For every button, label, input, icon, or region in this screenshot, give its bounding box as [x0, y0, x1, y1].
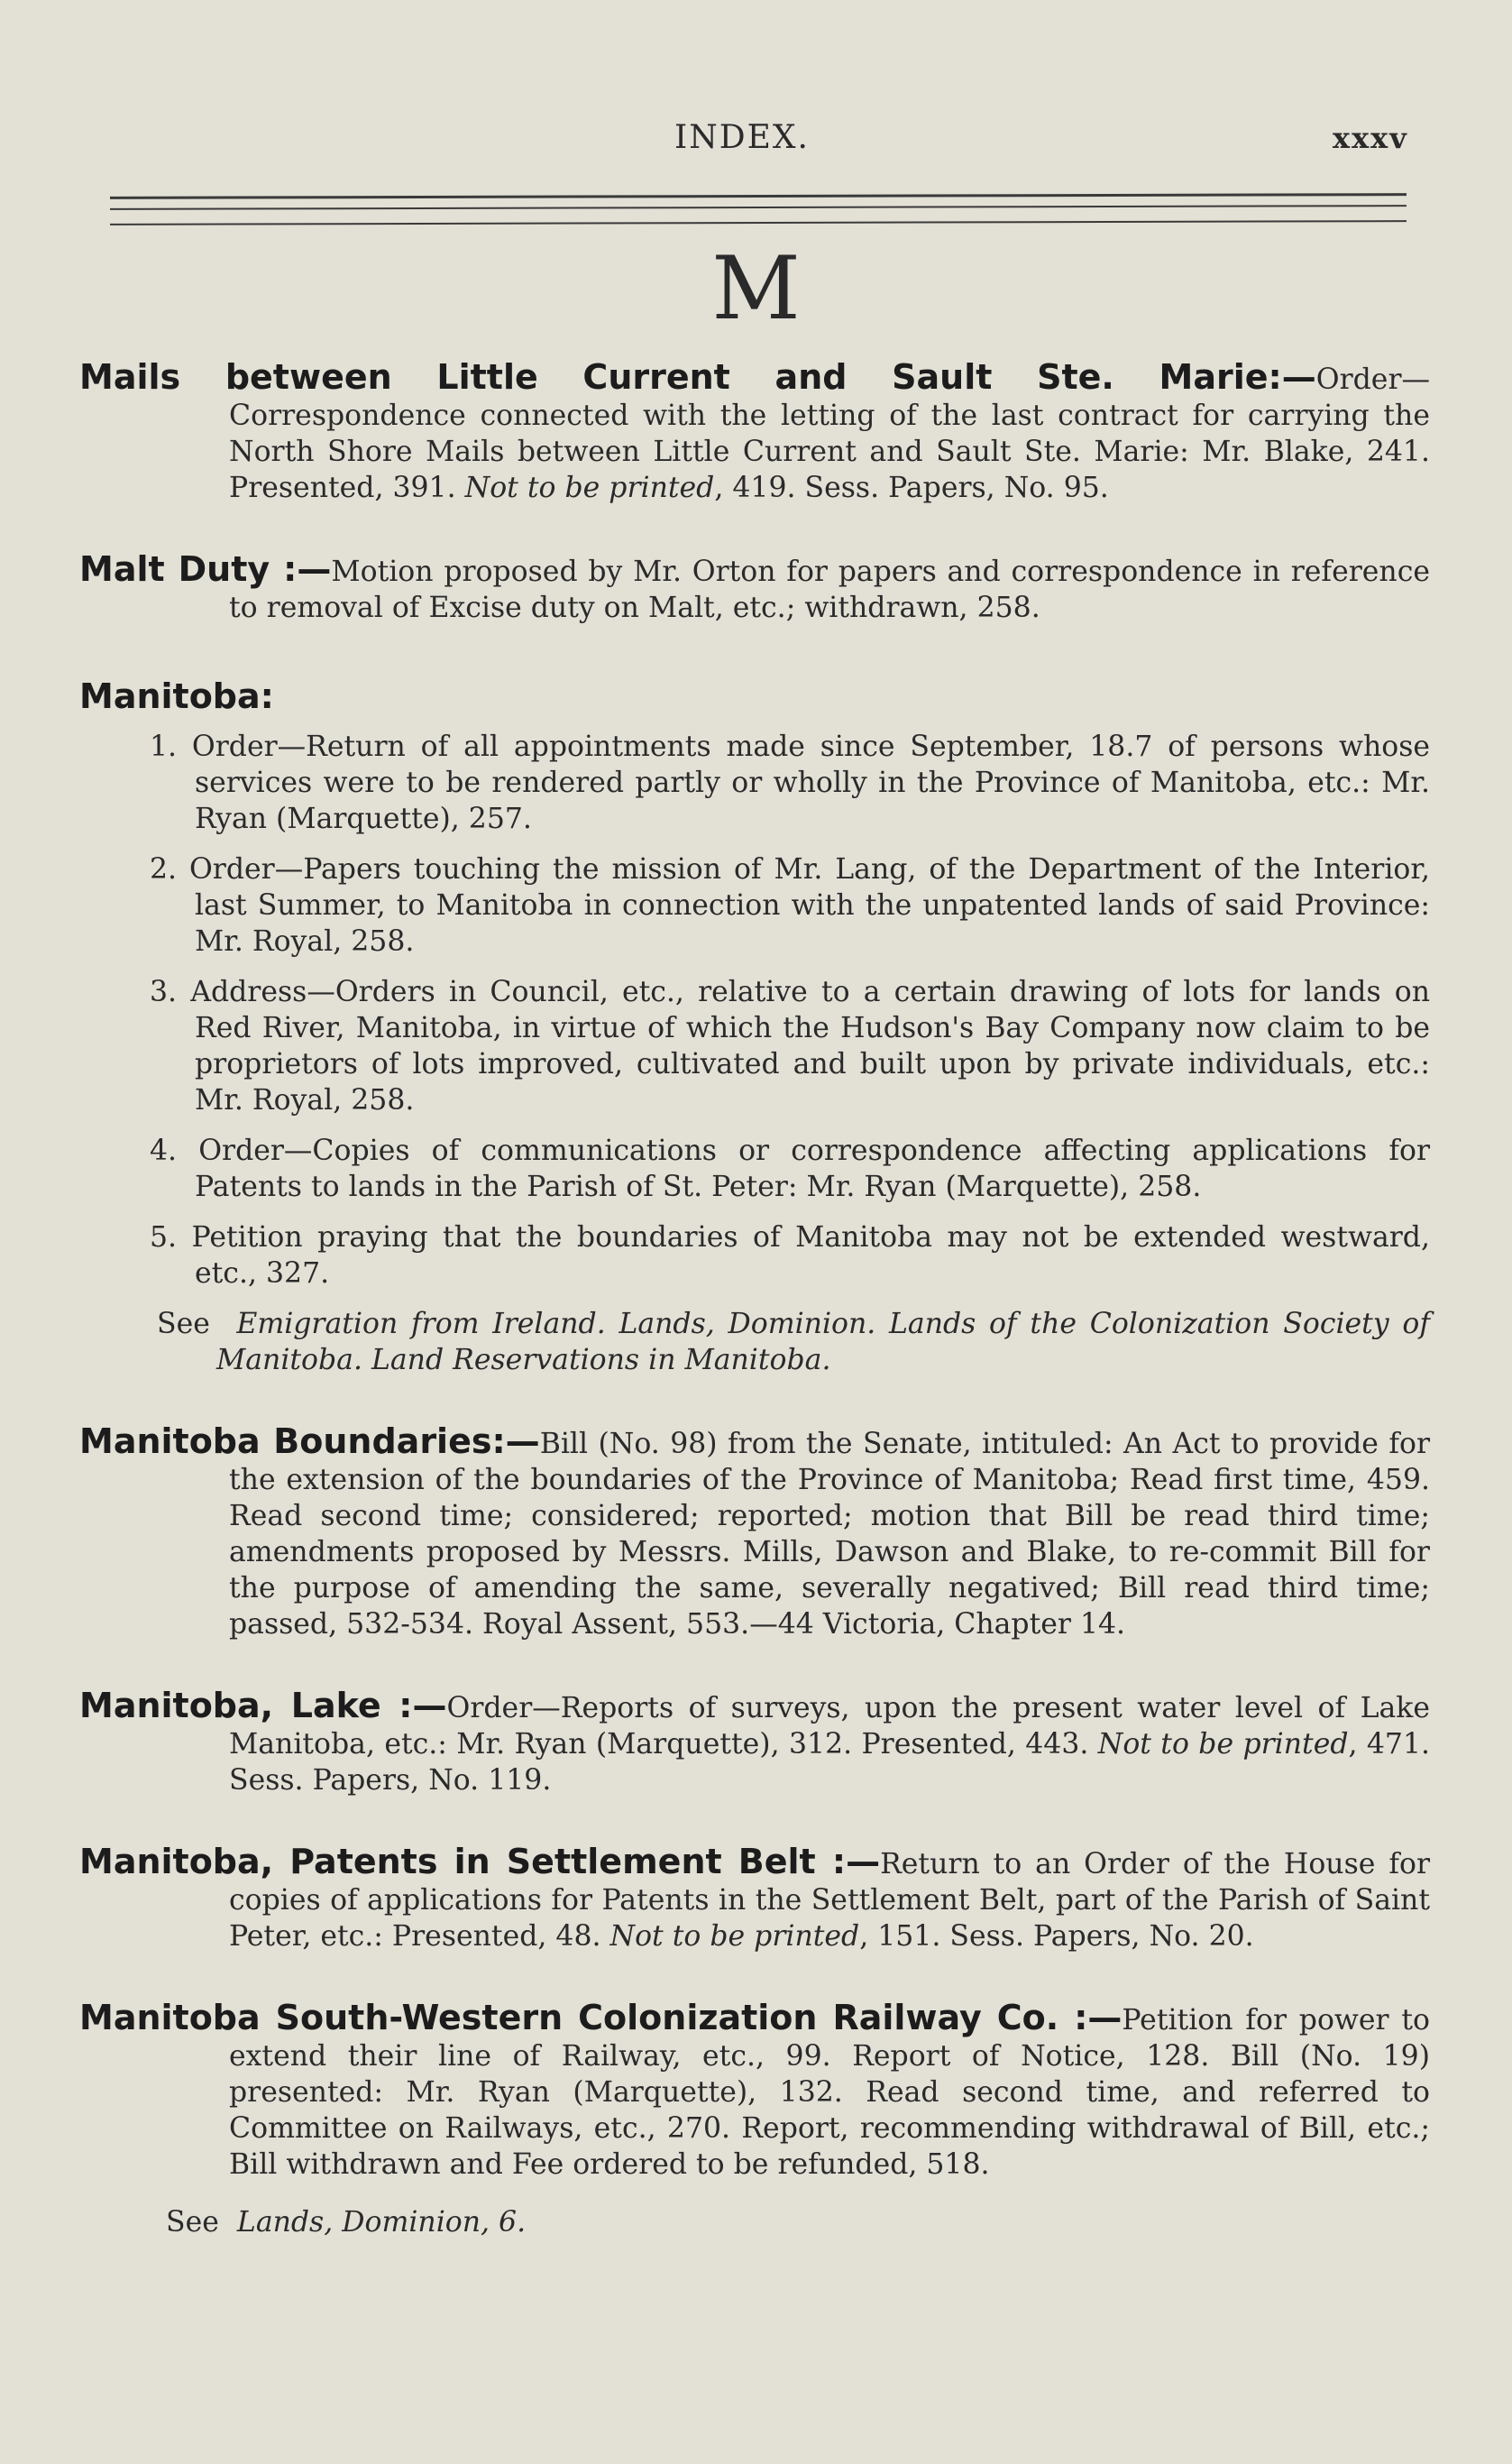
see-label: See	[166, 2206, 219, 2239]
item-number: 4.	[150, 1135, 178, 1167]
see-label: See	[157, 1308, 210, 1340]
entry-text: Order—Correspondence connected with the letting of the last contract for carrying the North Shore Mails between Little Current and Sault Ste. Marie: Mr. Blake, 241. Presented, 391.	[229, 363, 1430, 504]
index-entries	[79, 359, 1430, 2240]
index-entry-manitoba-lake	[79, 1687, 1430, 1798]
index-entry-malt-duty	[79, 551, 1430, 626]
entry-text: Order—Reports of surveys, upon the present water level of Lake Manitoba, etc.: Mr. Ryan (Marquette), 312. Presented, 443.	[229, 1692, 1430, 1761]
index-entry-mails	[79, 359, 1430, 506]
entry-text: Petition for power to extend their line of Railway, etc., 99. Report of Notice, 128. Bill (No. 19) presented: Mr. Ryan (Marquette), 132. Read second time, and referred to Committee on Railways, etc., 270. Report, recommending withdrawal of Bill, etc.; Bill withdrawn and Fee ordered to be refunded, 518.	[229, 2004, 1430, 2181]
entry-heading: Malt Duty	[79, 549, 270, 589]
index-entry-manitoba-patents	[79, 1843, 1430, 1954]
entry-items	[150, 729, 1430, 1292]
entry-separator: :—	[270, 549, 332, 589]
item-number: 2.	[150, 853, 178, 886]
item-text: Address—Orders in Council, etc., relative to a certain drawing of lots for lands on Red River, Manitoba, in virtue of which the Hudson's Bay Company now claim to be proprietors of lots improved, cultivated and built upon by private individuals, etc.: Mr. Royal, 258.	[190, 976, 1430, 1117]
entry-heading: Manitoba, Lake	[79, 1686, 381, 1725]
entry-italic: Not to be printed	[464, 472, 715, 504]
see-references: Emigration from Ireland. Lands, Dominion. Lands of the Colonization Society of Manitoba. Land Reservations in Manitoba.	[216, 1308, 1430, 1376]
entry-italic: Not to be printed	[609, 1920, 860, 1953]
entry-separator: :—	[815, 1842, 881, 1881]
entry-separator: :—	[1058, 1998, 1123, 2037]
entry-heading: Mails between Little Current and Sault Ste. Marie	[79, 357, 1269, 397]
running-title: INDEX.	[674, 119, 810, 156]
entry-heading: Manitoba	[79, 676, 261, 716]
entry-italic: Not to be printed	[1097, 1728, 1349, 1761]
item-number: 5.	[150, 1221, 178, 1254]
entry-text-cont: , 151. Sess. Papers, No. 20.	[859, 1920, 1254, 1953]
index-entry-manitoba-boundaries	[79, 1423, 1430, 1642]
item-text: Petition praying that the boundaries of Manitoba may not be extended westward, etc., 327.	[191, 1221, 1430, 1290]
entry-separator: :	[260, 676, 274, 716]
entry-heading-line	[79, 671, 1430, 722]
entry-text-cont: , 419. Sess. Papers, No. 95.	[714, 472, 1109, 504]
header-rule-thin-lower	[110, 220, 1407, 225]
list-item	[150, 1219, 1430, 1292]
entry-heading: Manitoba Boundaries	[79, 1421, 492, 1461]
page-number: xxxv	[1333, 121, 1408, 155]
list-item	[150, 729, 1430, 837]
entry-separator: :—	[380, 1686, 447, 1725]
section-letter: M	[711, 238, 801, 339]
item-text: Order—Copies of communications or correspondence affecting applications for Patents to lands in the Parish of St. Peter: Mr. Ryan (Marquette), 258.	[195, 1135, 1431, 1203]
item-number: 3.	[150, 976, 178, 1008]
entry-heading: Manitoba, Patents in Settlement Belt	[79, 1842, 816, 1881]
list-item	[150, 851, 1430, 960]
entry-text: Return to an Order of the House for copies of applications for Patents in the Settlement Belt, part of the Parish of Saint Peter, etc.: Presented, 48.	[229, 1848, 1431, 1953]
item-number: 1.	[150, 731, 178, 763]
see-also-final	[166, 2204, 1430, 2240]
index-entry-manitoba	[79, 671, 1430, 1378]
see-also	[157, 1306, 1430, 1378]
see-reference: Lands, Dominion, 6.	[236, 2206, 527, 2239]
entry-text: Motion proposed by Mr. Orton for papers and correspondence in reference to removal of Excise duty on Malt, etc.; withdrawn, 258.	[229, 556, 1430, 624]
item-text: Order—Papers touching the mission of Mr. Lang, of the Department of the Interior, last Summer, to Manitoba in connection with the unpatented lands of said Province: Mr. Royal, 258.	[188, 853, 1430, 958]
item-text: Order—Return of all appointments made since September, 18.7 of persons whose services were to be rendered partly or wholly in the Province of Manitoba, etc.: Mr. Ryan (Marquette), 257.	[191, 731, 1431, 835]
page-header	[0, 119, 1512, 164]
header-rule-thick	[110, 193, 1407, 199]
entry-text-cont: , 471. Sess. Papers, No. 119.	[229, 1728, 1431, 1797]
entry-separator: :—	[491, 1421, 540, 1461]
entry-text: Bill (No. 98) from the Senate, intituled: An Act to provide for the extension of the boundaries of the Province of Manitoba; Read first time, 459. Read second time; considered; reported; motion that Bill be read third time; amendments proposed by Messrs. Mills, Dawson and Blake, to re-commit Bill for the purpose of amending the same, severally negatived; Bill read third time; passed, 532-534. Royal Assent, 553.—44 Victoria, Chapter 14.	[229, 1428, 1430, 1641]
list-item	[150, 974, 1430, 1118]
list-item	[150, 1133, 1430, 1205]
entry-separator: :—	[1268, 357, 1316, 397]
entry-heading: Manitoba South-Western Colonization Railway Co.	[79, 1998, 1059, 2037]
index-entry-manitoba-railway	[79, 2000, 1430, 2183]
header-rule-thin	[110, 205, 1407, 210]
